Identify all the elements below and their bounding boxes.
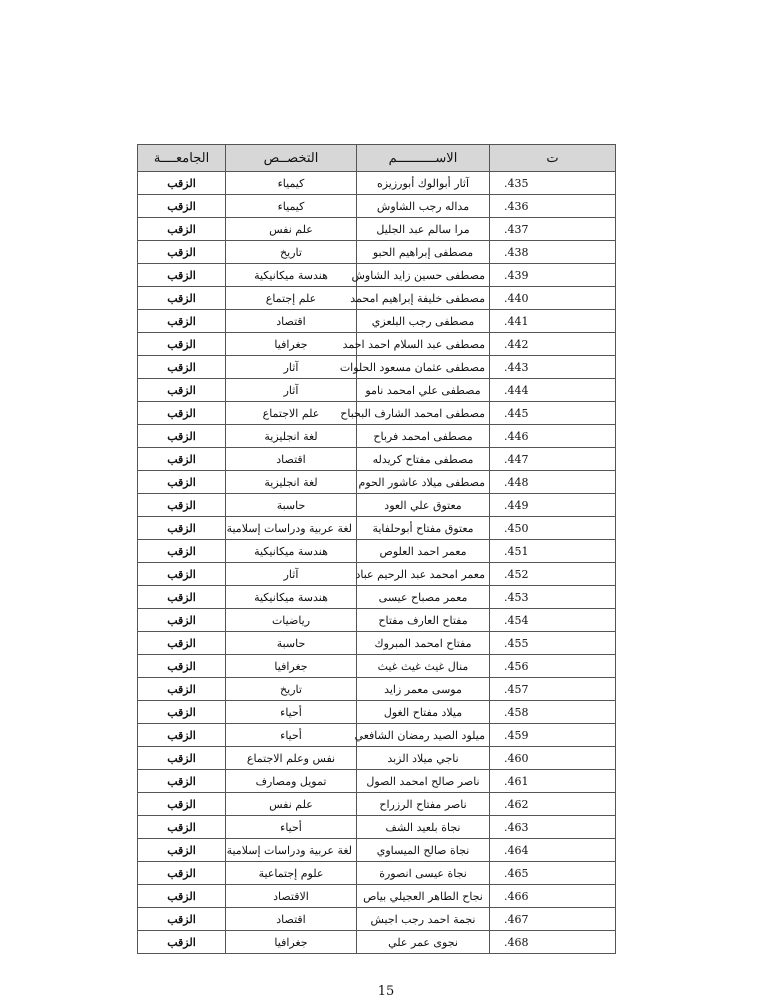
row-name: معتوق علي العود (357, 494, 490, 517)
row-name: معمر مصباح عيسى (357, 586, 490, 609)
row-number: 452. (490, 563, 616, 586)
table-row (138, 402, 616, 425)
row-number: 457. (490, 678, 616, 701)
row-number: 466. (490, 885, 616, 908)
header-number: ت (490, 145, 616, 172)
row-university: الزقب (138, 816, 226, 839)
row-number: 438. (490, 241, 616, 264)
table-row (138, 770, 616, 793)
table-row (138, 195, 616, 218)
row-university: الزقب (138, 172, 226, 195)
row-name: آثار أبوالوك أبورزيزه (357, 172, 490, 195)
row-number: 459. (490, 724, 616, 747)
row-name: مرا سالم عبد الجليل (357, 218, 490, 241)
row-name: مصطفى خليفة إبراهيم امحمد (357, 287, 490, 310)
row-number: 454. (490, 609, 616, 632)
row-name: ميلود الصيد رمضان الشافعي (357, 724, 490, 747)
row-university: الزقب (138, 563, 226, 586)
row-specialty: لغة عربية ودراسات إسلامية (226, 517, 357, 540)
row-university: الزقب (138, 471, 226, 494)
row-name: مصطفى رجب البلعزي (357, 310, 490, 333)
row-specialty: جغرافيا (226, 655, 357, 678)
row-specialty: أحياء (226, 816, 357, 839)
table-row (138, 586, 616, 609)
row-name: معمر احمد العلوص (357, 540, 490, 563)
row-name: معمر امحمد عبد الرحيم عباد (357, 563, 490, 586)
row-university: الزقب (138, 517, 226, 540)
table-row (138, 724, 616, 747)
row-university: الزقب (138, 310, 226, 333)
row-specialty: علم نفس (226, 218, 357, 241)
row-specialty: هندسة ميكانيكية (226, 264, 357, 287)
row-university: الزقب (138, 655, 226, 678)
row-number: 456. (490, 655, 616, 678)
table-row (138, 172, 616, 195)
row-name: مفتاح العارف مفتاح (357, 609, 490, 632)
header-specialty: التخصــص (226, 145, 357, 172)
table-body (138, 172, 616, 954)
row-name: نجاة صالح الميساوي (357, 839, 490, 862)
row-name: ناجي ميلاد الزبد (357, 747, 490, 770)
row-name: نجمة احمد رجب اجيش (357, 908, 490, 931)
row-university: الزقب (138, 839, 226, 862)
row-name: مصطفى ميلاد عاشور الحوم (357, 471, 490, 494)
row-specialty: لغة عربية ودراسات إسلامية (226, 839, 357, 862)
table-row (138, 287, 616, 310)
row-specialty: الاقتصاد (226, 885, 357, 908)
row-number: 449. (490, 494, 616, 517)
row-university: الزقب (138, 333, 226, 356)
row-specialty: جغرافيا (226, 931, 357, 954)
row-number: 460. (490, 747, 616, 770)
row-specialty: اقتصاد (226, 310, 357, 333)
row-university: الزقب (138, 747, 226, 770)
row-university: الزقب (138, 540, 226, 563)
row-number: 444. (490, 379, 616, 402)
row-specialty: هندسة ميكانيكية (226, 586, 357, 609)
row-specialty: نفس وعلم الاجتماع (226, 747, 357, 770)
table-row (138, 655, 616, 678)
row-university: الزقب (138, 609, 226, 632)
row-number: 464. (490, 839, 616, 862)
table-row (138, 839, 616, 862)
header-name: الاســــــــــم (357, 145, 490, 172)
row-specialty: حاسبة (226, 632, 357, 655)
row-name: ناصر صالح امحمد الصول (357, 770, 490, 793)
table-row (138, 218, 616, 241)
page-number: 15 (377, 984, 395, 999)
row-university: الزقب (138, 908, 226, 931)
table-row (138, 609, 616, 632)
row-name: مصطفى حسين زايد الشاوش (357, 264, 490, 287)
row-number: 445. (490, 402, 616, 425)
row-number: 465. (490, 862, 616, 885)
table-row (138, 264, 616, 287)
row-specialty: لغة انجليزية (226, 471, 357, 494)
row-name: مصطفى مفتاح كريدله (357, 448, 490, 471)
row-specialty: حاسبة (226, 494, 357, 517)
row-number: 461. (490, 770, 616, 793)
row-specialty: علم إجتماع (226, 287, 357, 310)
table-row (138, 793, 616, 816)
roster-table (137, 144, 616, 954)
table-row (138, 701, 616, 724)
table-row (138, 816, 616, 839)
row-university: الزقب (138, 218, 226, 241)
row-number: 455. (490, 632, 616, 655)
table-row (138, 885, 616, 908)
table-row (138, 379, 616, 402)
row-name: مداله رجب الشاوش (357, 195, 490, 218)
row-number: 439. (490, 264, 616, 287)
row-number: 446. (490, 425, 616, 448)
row-number: 451. (490, 540, 616, 563)
row-number: 447. (490, 448, 616, 471)
table-row (138, 678, 616, 701)
table-row (138, 632, 616, 655)
row-name: نجاح الطاهر العجيلي بياص (357, 885, 490, 908)
row-specialty: تاريخ (226, 241, 357, 264)
row-number: 440. (490, 287, 616, 310)
row-university: الزقب (138, 356, 226, 379)
row-specialty: تاريخ (226, 678, 357, 701)
row-number: 436. (490, 195, 616, 218)
row-university: الزقب (138, 425, 226, 448)
header-university: الجامعــــة (138, 145, 226, 172)
table-row (138, 448, 616, 471)
row-number: 443. (490, 356, 616, 379)
table-row (138, 471, 616, 494)
row-university: الزقب (138, 287, 226, 310)
table-row (138, 241, 616, 264)
row-number: 463. (490, 816, 616, 839)
row-university: الزقب (138, 241, 226, 264)
row-name: مصطفى امحمد الشارف البحباح (357, 402, 490, 425)
table-row (138, 747, 616, 770)
row-specialty: أحياء (226, 724, 357, 747)
header-row (138, 145, 616, 172)
row-university: الزقب (138, 885, 226, 908)
table-row (138, 310, 616, 333)
row-university: الزقب (138, 195, 226, 218)
row-number: 450. (490, 517, 616, 540)
table-row (138, 563, 616, 586)
table-row (138, 356, 616, 379)
row-specialty: أحياء (226, 701, 357, 724)
row-specialty: علم الاجتماع (226, 402, 357, 425)
row-number: 453. (490, 586, 616, 609)
row-number: 462. (490, 793, 616, 816)
row-number: 441. (490, 310, 616, 333)
row-name: نجاة بلعيد الشف (357, 816, 490, 839)
row-name: معتوق مفتاح أبوحلفاية (357, 517, 490, 540)
row-specialty: آثار (226, 379, 357, 402)
row-number: 468. (490, 931, 616, 954)
row-specialty: لغة انجليزية (226, 425, 357, 448)
row-name: مصطفى إبراهيم الحبو (357, 241, 490, 264)
table-row (138, 931, 616, 954)
row-university: الزقب (138, 379, 226, 402)
row-name: مصطفى عثمان مسعود الحلوات (357, 356, 490, 379)
table-row (138, 517, 616, 540)
row-name: ناصر مفتاح الرزراح (357, 793, 490, 816)
row-university: الزقب (138, 632, 226, 655)
table-row (138, 333, 616, 356)
row-name: مصطفى امحمد فرباح (357, 425, 490, 448)
row-number: 437. (490, 218, 616, 241)
table-row (138, 540, 616, 563)
row-name: مصطفى عبد السلام احمد احمد (357, 333, 490, 356)
row-specialty: هندسة ميكانيكية (226, 540, 357, 563)
row-university: الزقب (138, 402, 226, 425)
row-number: 467. (490, 908, 616, 931)
row-specialty: علم نفس (226, 793, 357, 816)
row-number: 448. (490, 471, 616, 494)
row-name: مفتاح امحمد المبروك (357, 632, 490, 655)
row-name: مصطفى علي امحمد نامو (357, 379, 490, 402)
row-university: الزقب (138, 724, 226, 747)
row-university: الزقب (138, 586, 226, 609)
row-specialty: آثار (226, 356, 357, 379)
row-name: ميلاد مفتاح الغول (357, 701, 490, 724)
row-specialty: كيمياء (226, 172, 357, 195)
row-name: موسى معمر زايد (357, 678, 490, 701)
row-university: الزقب (138, 494, 226, 517)
row-name: منال غيث غيث غيث (357, 655, 490, 678)
row-specialty: علوم إجتماعية (226, 862, 357, 885)
row-number: 458. (490, 701, 616, 724)
row-specialty: آثار (226, 563, 357, 586)
table-row (138, 494, 616, 517)
row-name: نجاة عيسى انصورة (357, 862, 490, 885)
row-university: الزقب (138, 770, 226, 793)
row-specialty: رياضيات (226, 609, 357, 632)
row-name: نجوى عمر علي (357, 931, 490, 954)
row-university: الزقب (138, 264, 226, 287)
row-university: الزقب (138, 678, 226, 701)
row-number: 435. (490, 172, 616, 195)
row-number: 442. (490, 333, 616, 356)
table-row (138, 425, 616, 448)
row-university: الزقب (138, 448, 226, 471)
table-row (138, 862, 616, 885)
row-specialty: اقتصاد (226, 908, 357, 931)
table-row (138, 908, 616, 931)
row-specialty: كيمياء (226, 195, 357, 218)
row-specialty: اقتصاد (226, 448, 357, 471)
row-university: الزقب (138, 701, 226, 724)
row-university: الزقب (138, 931, 226, 954)
row-university: الزقب (138, 793, 226, 816)
row-specialty: جغرافيا (226, 333, 357, 356)
row-specialty: تمويل ومصارف (226, 770, 357, 793)
row-university: الزقب (138, 862, 226, 885)
